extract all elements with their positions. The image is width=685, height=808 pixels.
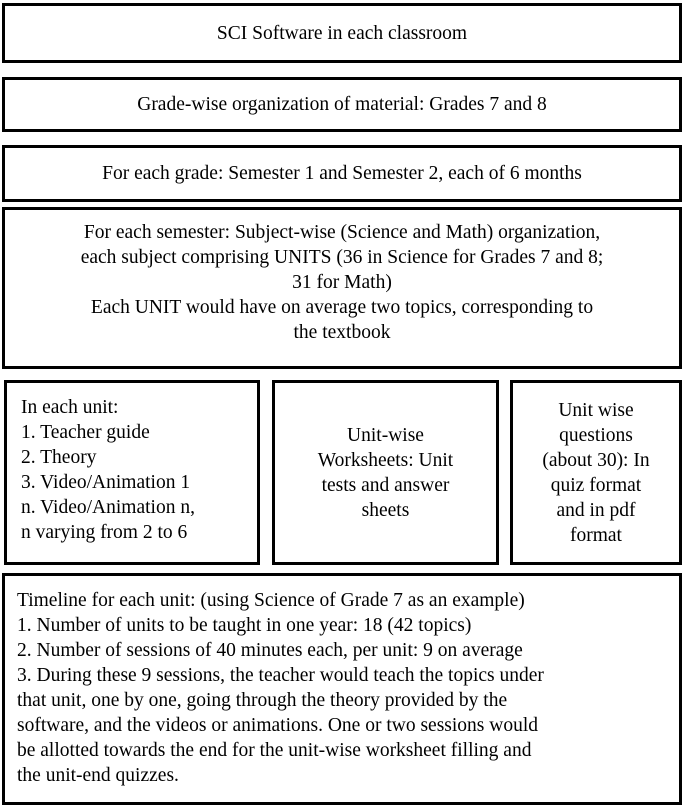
worksheets-line-4: sheets bbox=[361, 499, 410, 521]
subjects-line-4: Each UNIT would have on average two topics, corresponding to bbox=[90, 297, 594, 318]
questions-line-6: format bbox=[570, 524, 622, 546]
timeline-line-1: Timeline for each unit: (using Science of Grade 7 as an example) bbox=[17, 590, 525, 611]
grades-box bbox=[2, 77, 682, 132]
unit-contents-text bbox=[7, 383, 257, 545]
timeline-line-5: that unit, one by one, going through the theory provided by the bbox=[17, 690, 508, 711]
questions-text bbox=[542, 398, 649, 548]
timeline-line-2: 1. Number of units to be taught in one year: 18 (42 topics) bbox=[17, 615, 472, 636]
questions-line-4: quiz format bbox=[550, 474, 642, 496]
worksheets-box bbox=[272, 380, 499, 565]
unit-contents-line-4: 3. Video/Animation 1 bbox=[21, 472, 191, 493]
grades-text bbox=[137, 92, 547, 117]
subjects-line-1: For each semester: Subject-wise (Science and Math) organization, bbox=[83, 222, 601, 243]
questions-line-3: (about 30): In bbox=[542, 449, 650, 471]
questions-line-2: questions bbox=[559, 424, 633, 446]
subjects-line-5: the textbook bbox=[293, 322, 391, 343]
worksheets-text bbox=[318, 423, 453, 523]
unit-contents-box bbox=[4, 380, 260, 565]
unit-contents-line-2: 1. Teacher guide bbox=[21, 422, 150, 443]
unit-contents-line-5: n. Video/Animation n, bbox=[21, 497, 195, 518]
software-line: SCI Software in each classroom bbox=[216, 22, 468, 44]
timeline-line-8: the unit-end quizzes. bbox=[17, 765, 179, 786]
timeline-box bbox=[2, 573, 682, 805]
software-box bbox=[2, 3, 682, 63]
grades-line: Grade-wise organization of material: Grades 7 and 8 bbox=[137, 94, 547, 115]
semesters-line: For each grade: Semester 1 and Semester 2, each of 6 months bbox=[102, 163, 582, 184]
subjects-line-2: each subject comprising UNITS (36 in Science for Grades 7 and 8; bbox=[80, 247, 604, 268]
timeline-line-4: 3. During these 9 sessions, the teacher would teach the topics under bbox=[17, 665, 544, 686]
subjects-text bbox=[5, 210, 679, 345]
questions-line-5: and in pdf bbox=[556, 499, 636, 521]
subjects-line-3: 31 for Math) bbox=[292, 272, 392, 293]
semesters-box bbox=[2, 145, 682, 202]
questions-line-1: Unit wise bbox=[558, 399, 634, 421]
unit-contents-line-3: 2. Theory bbox=[21, 447, 97, 468]
unit-contents-line-1: In each unit: bbox=[21, 397, 119, 418]
unit-contents-line-6: n varying from 2 to 6 bbox=[21, 522, 188, 543]
timeline-text bbox=[5, 576, 679, 788]
timeline-line-3: 2. Number of sessions of 40 minutes each, per unit: 9 on average bbox=[17, 640, 523, 661]
software-text bbox=[217, 21, 467, 46]
timeline-line-6: software, and the videos or animations. One or two sessions would bbox=[17, 715, 538, 736]
worksheets-line-3: tests and answer bbox=[321, 474, 450, 496]
questions-box bbox=[510, 380, 682, 565]
worksheets-line-2: Worksheets: Unit bbox=[317, 449, 454, 471]
worksheets-line-1: Unit-wise bbox=[347, 424, 424, 446]
subjects-box bbox=[2, 207, 682, 369]
semesters-text bbox=[102, 161, 582, 186]
timeline-line-7: be allotted towards the end for the unit-wise worksheet filling and bbox=[17, 740, 532, 761]
